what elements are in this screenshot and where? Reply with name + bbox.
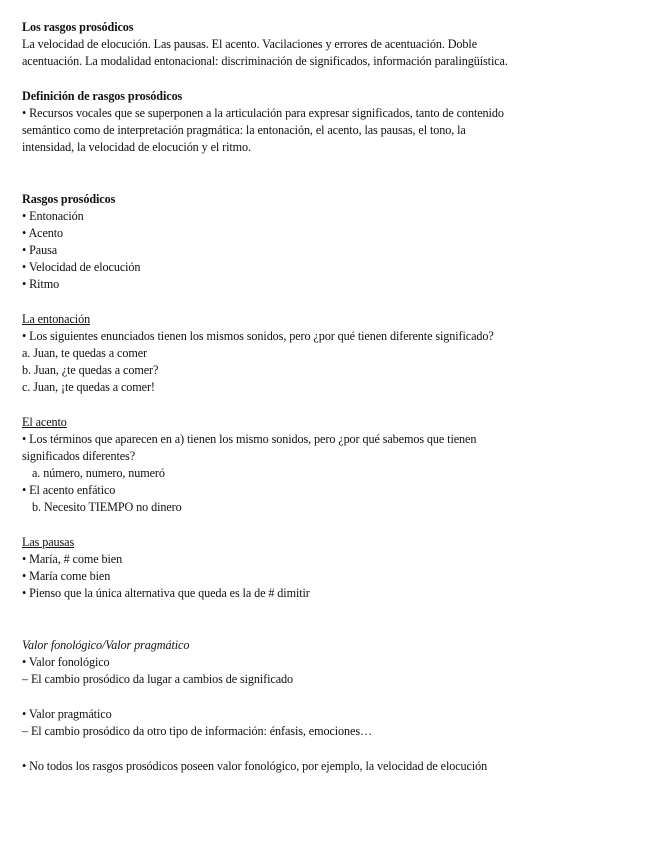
acento-question-line-2: significados diferentes? (22, 449, 136, 463)
acento-example-b: b. Necesito TIEMPO no dinero (32, 500, 182, 514)
entonacion-example-b: b. Juan, ¿te quedas a comer? (22, 363, 159, 377)
valor-pragmatico: • Valor pragmático (22, 707, 112, 721)
entonacion-example-a: a. Juan, te quedas a comer (22, 346, 147, 360)
rasgos-item-entonacion: • Entonación (22, 209, 84, 223)
pausas-heading: Las pausas (22, 535, 75, 549)
valor-heading: Valor fonológico/Valor pragmático (22, 638, 190, 652)
pausas-item-3: • Pienso que la única alternativa que queda es la de # dimitir (22, 586, 310, 600)
summary-line-2: acentuación. La modalidad entonacional: discriminación de significados, información paralingüística. (22, 54, 508, 68)
definition-line-3: intensidad, la velocidad de elocución y el ritmo. (22, 140, 251, 154)
rasgos-item-velocidad: • Velocidad de elocución (22, 260, 141, 274)
acento-heading: El acento (22, 415, 67, 429)
rasgos-item-ritmo: • Ritmo (22, 277, 60, 291)
rasgos-item-pausa: • Pausa (22, 243, 58, 257)
rasgos-item-acento: • Acento (22, 226, 64, 240)
document-title: Los rasgos prosódicos (22, 20, 134, 34)
acento-question-line-1: • Los términos que aparecen en a) tienen los mismo sonidos, pero ¿por qué sabemos que tienen (22, 432, 477, 446)
acento-enfatico: • El acento enfático (22, 483, 116, 497)
entonacion-example-c: c. Juan, ¡te quedas a comer! (22, 380, 155, 394)
valor-fonologico: • Valor fonológico (22, 655, 110, 669)
valor-pragmatico-desc: – El cambio prosódico da otro tipo de información: énfasis, emociones… (22, 724, 373, 738)
pausas-item-2: • María come bien (22, 569, 111, 583)
rasgos-heading: Rasgos prosódicos (22, 192, 116, 206)
valor-nota: • No todos los rasgos prosódicos poseen valor fonológico, por ejemplo, la velocidad de elocución (22, 759, 488, 773)
pausas-item-1: • María, # come bien (22, 552, 123, 566)
entonacion-question: • Los siguientes enunciados tienen los mismos sonidos, pero ¿por qué tienen diferente significado? (22, 329, 494, 343)
valor-fonologico-desc: – El cambio prosódico da lugar a cambios de significado (22, 672, 294, 686)
entonacion-heading: La entonación (22, 312, 91, 326)
definition-line-1: • Recursos vocales que se superponen a la articulación para expresar significados, tanto de contenido (22, 106, 504, 120)
definition-line-2: semántico como de interpretación pragmática: la entonación, el acento, las pausas, el tono, la (22, 123, 466, 137)
definition-heading: Definición de rasgos prosódicos (22, 89, 183, 103)
acento-example-a: a. número, numero, numeró (32, 466, 165, 480)
summary-line-1: La velocidad de elocución. Las pausas. El acento. Vacilaciones y errores de acentuación. Doble (22, 37, 477, 51)
